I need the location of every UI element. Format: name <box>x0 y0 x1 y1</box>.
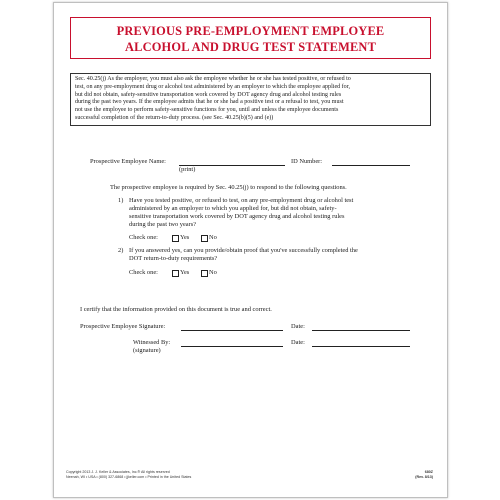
witness-signature-field[interactable] <box>181 346 283 347</box>
certification-text: I certify that the information provided on this document is true and correct. <box>80 306 272 313</box>
question-2-number: 2) <box>118 247 124 254</box>
check-one-label: Check one: <box>129 234 158 241</box>
intro-text: The prospective employee is required by Sec. 40.25(j) to respond to the following questions. <box>110 184 347 191</box>
title-box <box>70 17 431 59</box>
id-number-field[interactable] <box>332 165 410 166</box>
signature-date-field[interactable] <box>312 330 410 331</box>
q2-yes-checkbox[interactable] <box>172 270 179 277</box>
signature-note: (signature) <box>133 347 161 354</box>
question-2-line: If you answered yes, can you provide/obtain proof that you've successfully completed the <box>129 247 358 254</box>
title-line-2: ALCOHOL AND DRUG TEST STATEMENT <box>124 40 377 54</box>
date-label: Date: <box>291 339 305 346</box>
question-1-line: sensitive transportation work covered by DOT agency drug and alcohol testing rules <box>129 213 345 220</box>
form-page <box>53 2 448 498</box>
signature-label: Prospective Employee Signature: <box>80 323 166 330</box>
q1-yes-label: Yes <box>180 234 190 241</box>
regulation-text <box>75 76 427 123</box>
q1-no-checkbox[interactable] <box>201 235 208 242</box>
question-1-line: Have you tested positive, or refused to test, on any pre-employment drug or alcohol test <box>129 197 354 204</box>
question-1-line: administered by an employer to which you applied for, but did not obtain, safety- <box>129 205 337 212</box>
q2-yes-label: Yes <box>180 269 190 276</box>
regulation-line: Sec. 40.25(j) As the employer, you must also ask the employee whether he or she has tested positive, or refused to <box>75 76 351 82</box>
regulation-line: during the past two years. If the employee admits that he or she had a positive test or a refusal to test, you must <box>75 99 344 106</box>
question-1-number: 1) <box>118 197 124 204</box>
question-2-line: DOT return-to-duty requirements? <box>129 255 218 262</box>
regulation-line: test, on any pre-employment drug or alcohol test administered by an employer to which the employee applied for, <box>75 83 350 90</box>
employee-name-label: Prospective Employee Name: <box>90 158 166 165</box>
q1-yes-checkbox[interactable] <box>172 235 179 242</box>
q2-no-label: No <box>209 269 217 276</box>
q2-no-checkbox[interactable] <box>201 270 208 277</box>
regulation-line: but did not obtain, safety-sensitive transportation work covered by DOT agency drug and alcohol testing rules <box>75 91 342 98</box>
regulation-line: not use the employee to perform safety-sensitive functions for you, until and unless the employee documents <box>75 107 339 113</box>
form-number: 680Z <box>424 470 433 474</box>
revision-note: (Rev. 8/13) <box>415 475 433 479</box>
witness-label: Witnessed By: <box>133 339 171 346</box>
print-note: (print) <box>179 166 196 173</box>
regulation-line: successful completion of the return-to-duty process. (see Sec. 40.25(b)(5) and (e)) <box>75 114 274 121</box>
witness-date-field[interactable] <box>312 346 410 347</box>
regulation-box <box>70 73 431 126</box>
title-line-1: PREVIOUS PRE-EMPLOYMENT EMPLOYEE <box>116 24 385 38</box>
id-number-label: ID Number: <box>291 158 323 165</box>
q1-no-label: No <box>209 234 217 241</box>
copyright-line: Neenah, WI • USA • (800) 327-6868 • jjkeller.com • Printed in the United States <box>66 475 192 479</box>
check-one-label: Check one: <box>129 269 158 276</box>
signature-field[interactable] <box>181 330 283 331</box>
copyright-line: Copyright 2013 J. J. Keller & Associates, Inc.® All rights reserved <box>66 470 170 474</box>
question-1-line: during the past two years? <box>129 221 197 228</box>
date-label: Date: <box>291 323 305 330</box>
